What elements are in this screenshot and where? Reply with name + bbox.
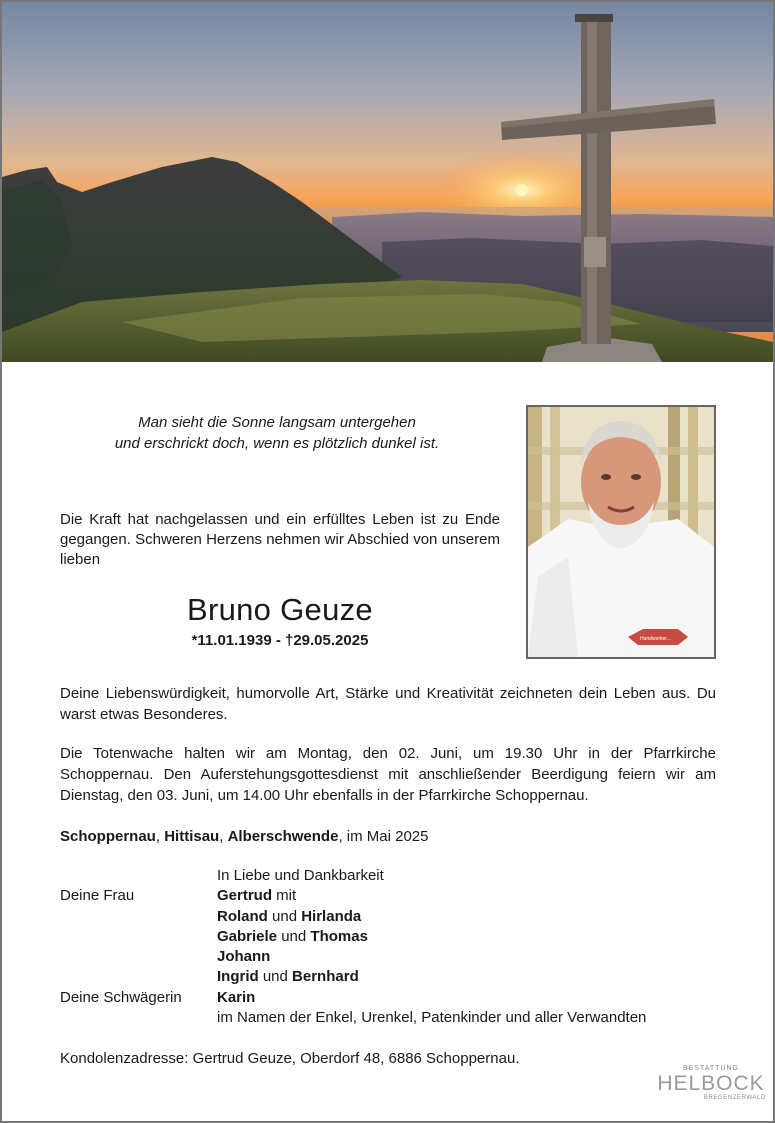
family-closing-row bbox=[60, 1008, 716, 1028]
family-row-sister-in-law bbox=[60, 988, 716, 1008]
family-row-child-2 bbox=[60, 927, 716, 947]
life-dates: *11.01.1939 - †29.05.2025 bbox=[191, 632, 369, 649]
shirt-logo-text: Handwerker... bbox=[640, 636, 671, 642]
name-karin: Karin bbox=[217, 988, 256, 1006]
logo-top-text: BESTATTUNG bbox=[682, 1065, 740, 1072]
verse-line-2: und erschrickt doch, wenn es plötzlich dunkel ist. bbox=[114, 435, 440, 452]
name-wife: Gertrud bbox=[217, 887, 273, 905]
family-row-child-4 bbox=[60, 967, 716, 987]
logo-name: HELBOCK bbox=[657, 1072, 765, 1095]
logo-region: BREGENZERWALD bbox=[703, 1095, 766, 1101]
wife-suffix: mit bbox=[272, 887, 297, 905]
tribute-paragraph: Deine Liebenswürdigkeit, humorvolle Art, Stärke und Kreativität zeichneten dein Leben aus. Du warst etwas Besonderes. bbox=[60, 685, 716, 723]
separator: , bbox=[155, 828, 165, 845]
conjunction: und bbox=[277, 927, 311, 945]
name-ingrid: Ingrid bbox=[217, 968, 259, 986]
portrait-photo bbox=[526, 405, 716, 659]
sunset-mountain-cross-photo bbox=[2, 2, 773, 362]
funeral-details-paragraph: Die Totenwache halten wir am Montag, den 02. Juni, um 19.30 Uhr in der Pfarrkirche Schoppernau. Den Auferstehungsgottesdienst mit anschließender Beerdigung feiern wir am Dienstag, den 03. Juni, um 14.00 Uhr ebenfalls in der Pfarrkirche Schoppernau. bbox=[60, 745, 716, 804]
name-hirlanda: Hirlanda bbox=[301, 907, 362, 925]
intro-text: Die Kraft hat nachgelassen und ein erfülltes Leben ist zu Ende gegangen. Schweren Herzens nehmen wir Abschied von unserem lieben bbox=[60, 511, 500, 568]
family-heading: In Liebe und Dankbarkeit bbox=[217, 867, 384, 884]
role-sister-in-law: Deine Schwägerin bbox=[60, 988, 182, 1006]
family-list bbox=[60, 866, 716, 1028]
verse-line-1: Man sieht die Sonne langsam untergehen bbox=[138, 414, 416, 431]
family-heading-row bbox=[60, 866, 716, 886]
conjunction: und bbox=[258, 968, 293, 986]
place-hittisau: Hittisau bbox=[164, 828, 220, 845]
name-thomas: Thomas bbox=[310, 927, 368, 945]
place-date-line bbox=[60, 826, 716, 847]
funeral-home-logo bbox=[656, 1064, 766, 1108]
place-schoppernau: Schoppernau bbox=[60, 828, 156, 845]
name-gabriele: Gabriele bbox=[217, 927, 278, 945]
deceased-name: Bruno Geuze bbox=[187, 592, 373, 627]
condolence-address: Kondolenzadresse: Gertrud Geuze, Oberdorf 48, 6886 Schoppernau. bbox=[60, 1050, 520, 1067]
place-alberschwende: Alberschwende bbox=[227, 828, 339, 845]
name-johann: Johann bbox=[217, 948, 271, 966]
family-row-child-3 bbox=[60, 947, 716, 967]
date-suffix: , im Mai 2025 bbox=[338, 828, 429, 845]
family-row-wife bbox=[60, 886, 716, 906]
verse bbox=[62, 412, 492, 454]
family-row-child-1 bbox=[60, 907, 716, 927]
role-wife: Deine Frau bbox=[60, 887, 135, 905]
family-closing: im Namen der Enkel, Urenkel, Patenkinder und aller Verwandten bbox=[217, 1009, 647, 1027]
separator: , bbox=[219, 828, 228, 845]
name-roland: Roland bbox=[217, 907, 268, 925]
name-bernhard: Bernhard bbox=[292, 968, 359, 986]
conjunction: und bbox=[267, 907, 302, 925]
